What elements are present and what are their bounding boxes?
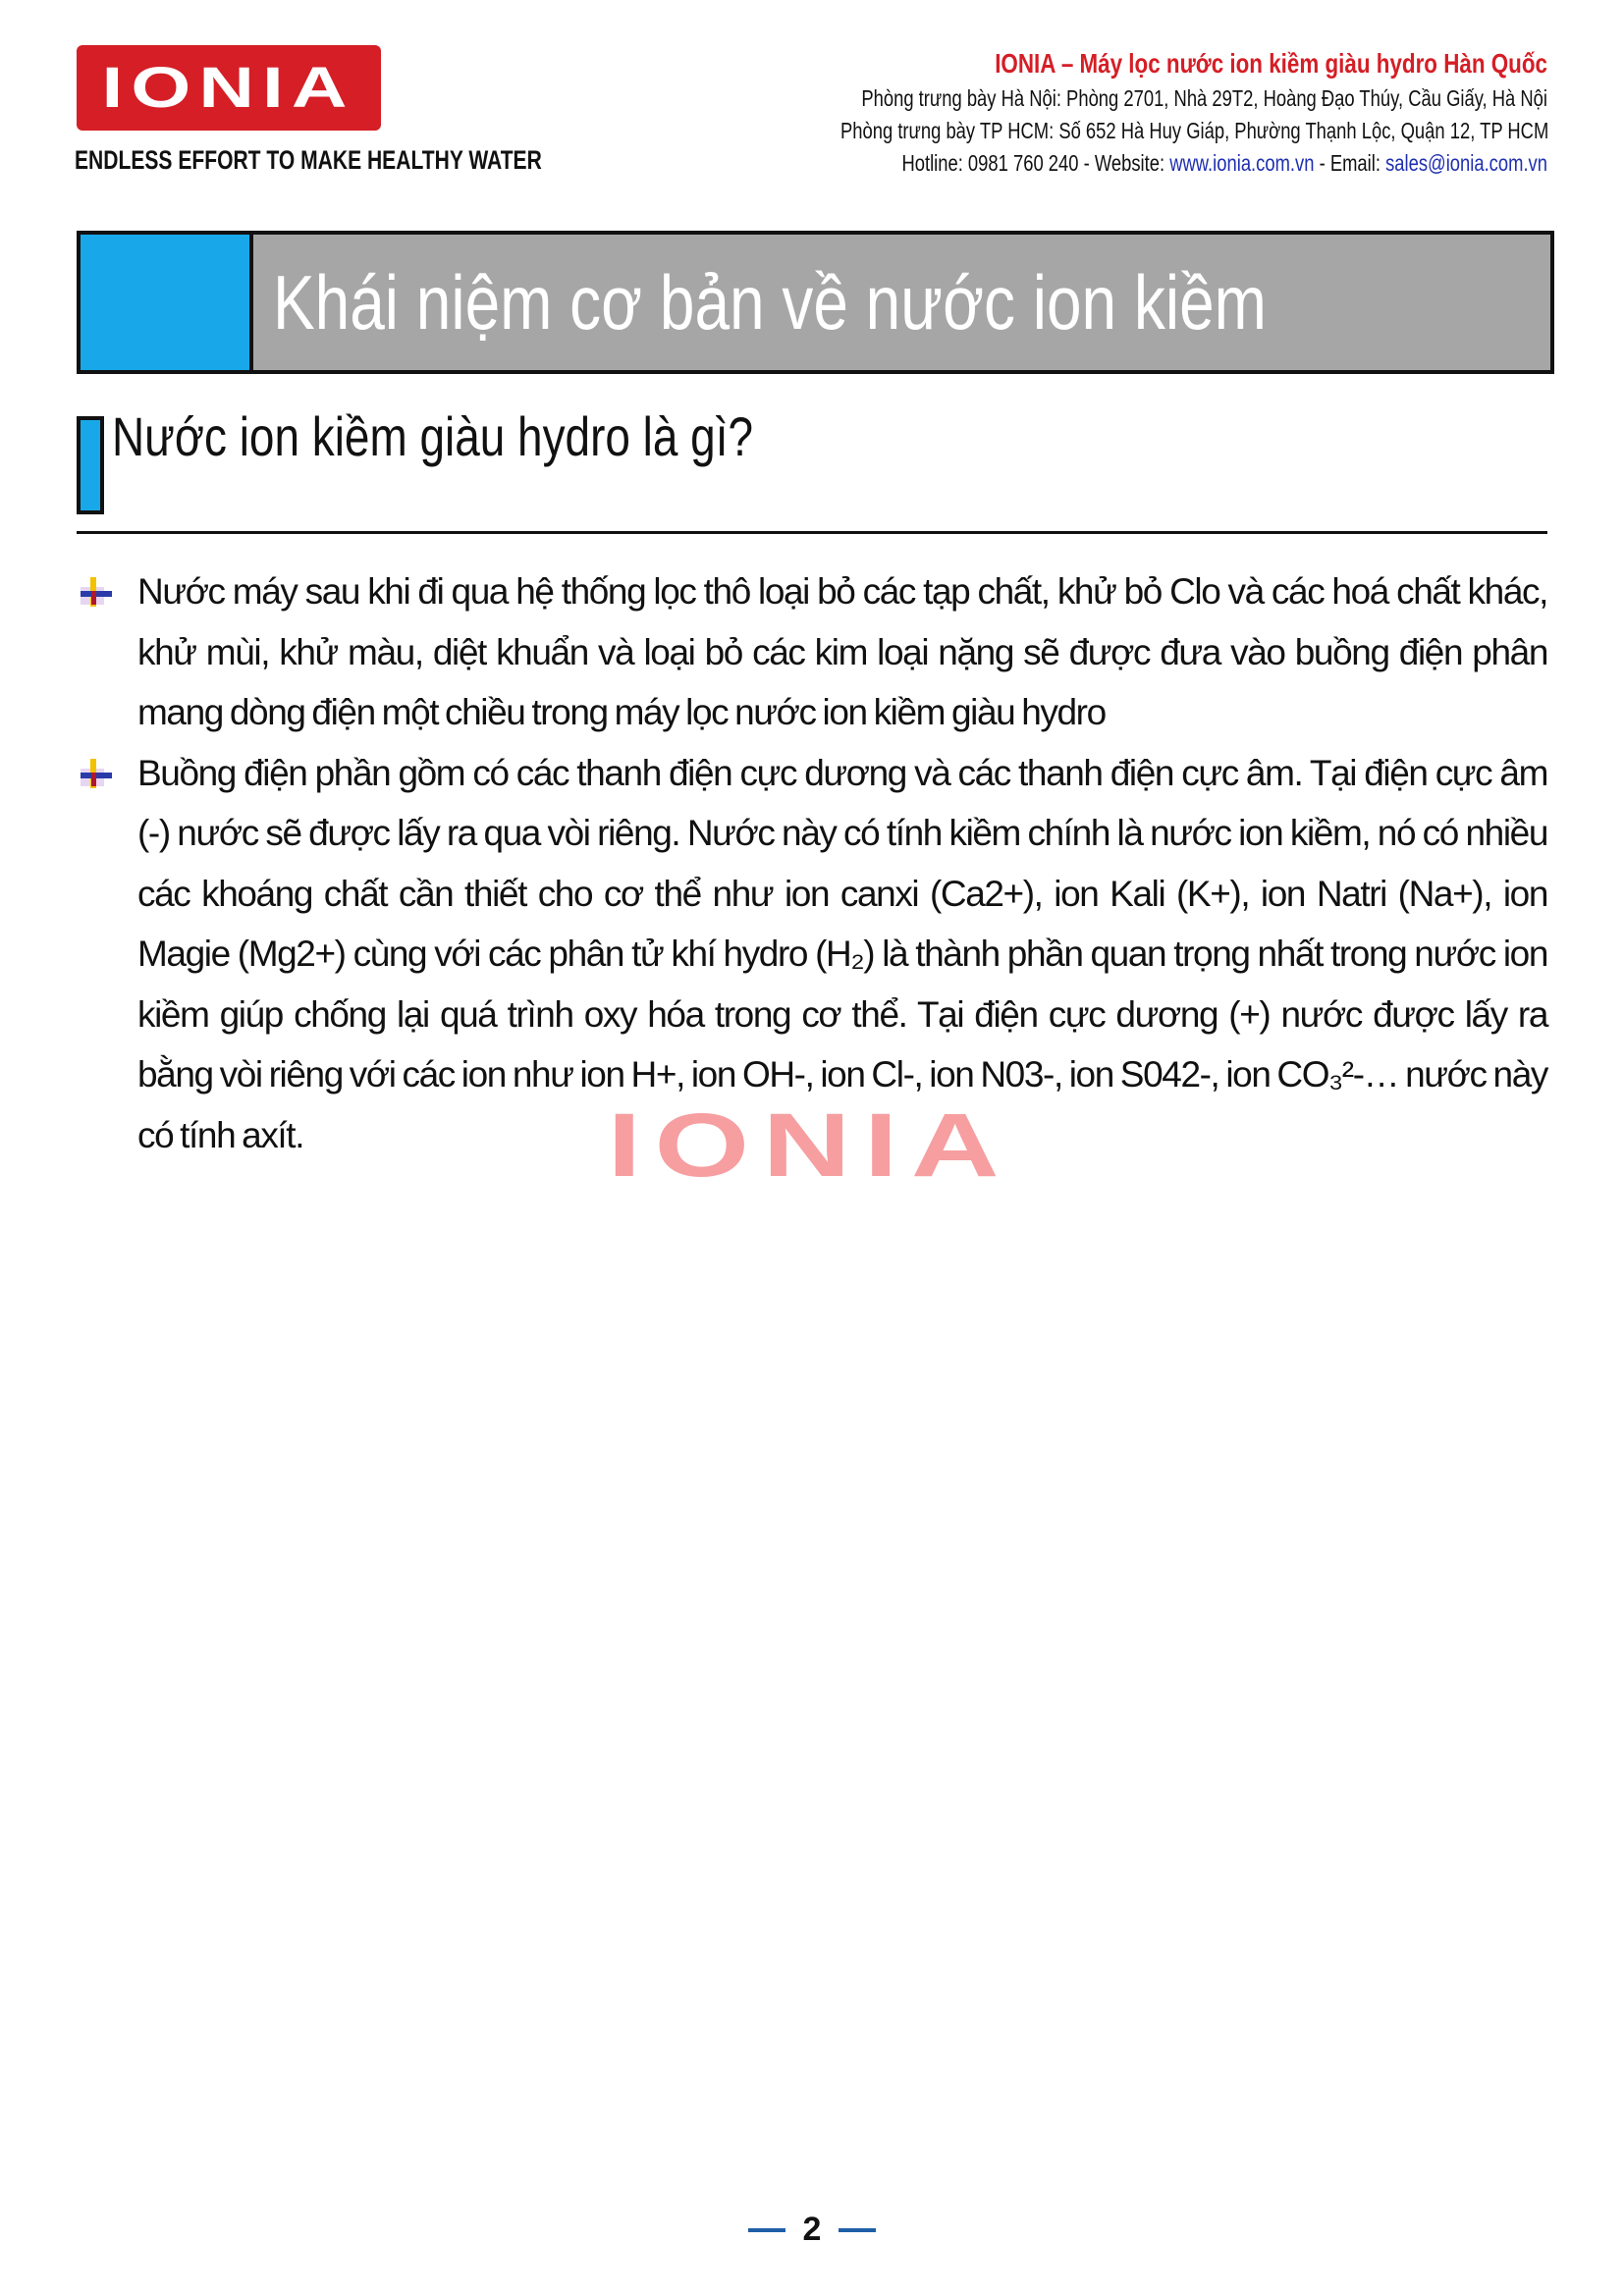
page-number: 2 <box>802 2211 822 2248</box>
contact-header <box>664 45 1547 180</box>
page-footer <box>0 2211 1624 2249</box>
list-item <box>77 561 1547 743</box>
section-divider <box>77 531 1547 534</box>
page-title: Khái niệm cơ bản về nước ion kiềm <box>273 258 1267 346</box>
bullet-text: Buồng điện phần gồm có các thanh điện cực dương và các thanh điện cực âm. Tại điện cực âm (-) nước sẽ được lấy ra qua vòi riêng. Nước này có tính kiềm chính là nước ion kiềm, nó có nhiều các khoáng chất cần thiết cho cơ thể như ion canxi (Ca2+), ion Kali (K+), ion Natri (Na+), ion Magie (Mg2+) cùng với các phân tử khí hydro (H₂) là thành phần quan trọng nhất trong nước ion kiềm giúp chống lại quá trình oxy hóa trong cơ thể. Tại điện cực dương (+) nước được lấy ra bằng vòi riêng với các ion như ion H+, ion OH-, ion Cl-, ion N03-, ion S042-, ion CO₃²-… nước này có tính axít. <box>137 752 1547 1155</box>
bullet-text: Nước máy sau khi đi qua hệ thống lọc thô loại bỏ các tạp chất, khử bỏ Clo và các hoá chất khác, khử mùi, khử màu, diệt khuẩn và loại bỏ các kim loại nặng sẽ được đưa vào buồng điện phân mang dòng điện một chiều trong máy lọc nước ion kiềm giàu hydro <box>137 571 1547 732</box>
page-title-wrap <box>253 235 1550 370</box>
title-accent-block <box>81 235 253 370</box>
hotline-label: Hotline: 0981 760 240 - Website: <box>901 150 1170 176</box>
bullet-cross-icon <box>77 573 116 613</box>
logo-text: IONIA <box>101 56 356 120</box>
bullet-list <box>77 561 1547 1165</box>
section-heading: Nước ion kiềm giàu hydro là gì? <box>112 405 754 467</box>
section-marker <box>77 416 104 514</box>
bullet-cross-icon <box>77 755 116 794</box>
title-banner <box>77 231 1554 374</box>
address-hanoi: Phòng trưng bày Hà Nội: Phòng 2701, Nhà 29T2, Hoàng Đạo Thúy, Cầu Giấy, Hà Nội <box>861 85 1547 111</box>
watermark-logo <box>574 1095 1046 1196</box>
footer-dash-right <box>839 2228 876 2232</box>
email-label: - Email: <box>1314 150 1386 176</box>
address-hcm: Phòng trưng bày TP HCM: Số 652 Hà Huy Giáp, Phường Thạnh Lộc, Quận 12, TP HCM <box>840 118 1549 143</box>
brand-logo <box>77 45 381 131</box>
watermark-text: IONIA <box>607 1095 1013 1196</box>
email-link[interactable]: sales@ionia.com.vn <box>1385 150 1547 176</box>
website-link[interactable]: www.ionia.com.vn <box>1169 150 1315 176</box>
company-name: IONIA – Máy lọc nước ion kiềm giàu hydro Hàn Quốc <box>995 48 1547 79</box>
footer-dash-left <box>748 2228 785 2232</box>
brand-tagline: ENDLESS EFFORT TO MAKE HEALTHY WATER <box>75 145 542 175</box>
contact-line <box>840 147 1547 180</box>
